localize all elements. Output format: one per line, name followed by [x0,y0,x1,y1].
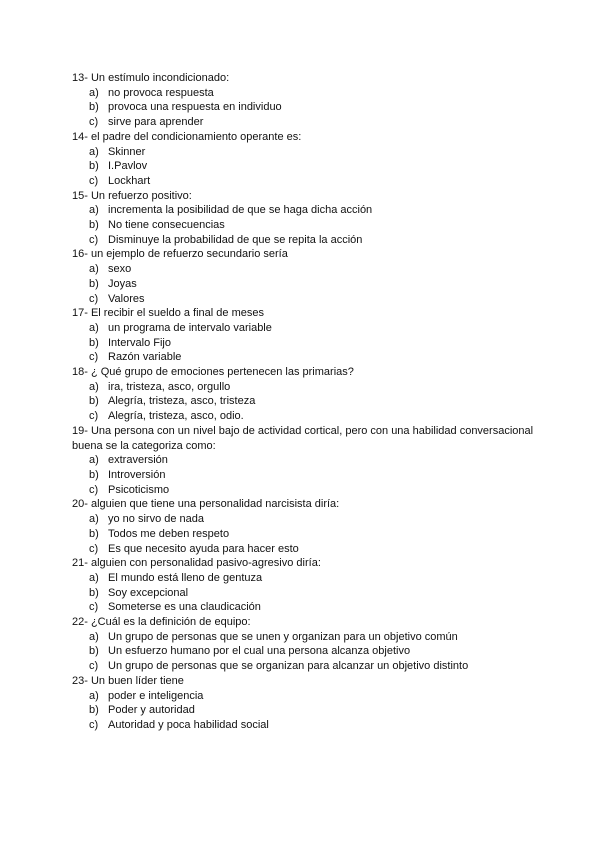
answer-option [72,644,552,659]
option-text: Razón variable [108,351,182,364]
option-list [72,86,552,130]
option-text: Poder y autoridad [108,704,195,717]
option-text: Introversión [108,468,166,481]
option-text: Valores [108,292,145,305]
option-list [72,453,552,497]
option-letter: a) [89,454,99,467]
answer-option [72,277,552,292]
option-text: No tiene consecuencias [108,219,225,232]
question-text: 13- Un estímulo incondicionado: [72,72,230,84]
answer-option [72,350,552,365]
answer-option [72,380,552,395]
option-letter: a) [89,380,99,393]
question-text: 16- un ejemplo de refuerzo secundario sería [72,248,288,261]
question-block [72,615,552,674]
question-block [72,71,552,130]
answer-option [72,174,552,189]
answer-option [72,159,552,174]
option-letter: c) [89,718,99,731]
option-letter: c) [89,174,99,187]
option-letter: c) [89,601,99,614]
answer-option [72,689,552,704]
option-text: Un grupo de personas que se organizan para alcanzar un objetivo distinto [108,660,469,673]
answer-option [72,600,552,615]
option-letter: b) [89,468,99,481]
option-text: ira, tristeza, asco, orgullo [108,380,231,393]
option-letter: b) [89,160,99,173]
option-letter: b) [89,704,99,717]
option-letter: a) [89,204,99,217]
question-block [72,674,552,733]
option-letter: a) [89,571,99,584]
option-letter: b) [89,527,99,540]
answer-option [72,659,552,674]
answer-option [72,527,552,542]
question-text: 18- ¿ Qué grupo de emociones pertenecen las primarias? [72,366,354,379]
question-block [72,556,552,615]
option-text: Lockhart [108,174,151,187]
option-text: Intervalo Fijo [108,336,171,349]
question-text: 21- alguien con personalidad pasivo-agresivo diría: [72,557,321,570]
answer-option [72,100,552,115]
option-list [72,689,552,733]
option-letter: c) [89,542,99,555]
question-text: 22- ¿Cuál es la definición de equipo: [72,616,251,629]
option-text: Psicoticismo [108,483,170,496]
option-text: no provoca respuesta [108,86,214,99]
option-text: extraversión [108,454,168,467]
answer-option [72,630,552,645]
option-text: sirve para aprender [108,116,204,129]
answer-option [72,145,552,160]
answer-option [72,203,552,218]
answer-option [72,233,552,248]
option-letter: b) [89,645,99,658]
option-letter: c) [89,233,99,246]
option-letter: b) [89,395,99,408]
option-letter: c) [89,660,99,673]
option-list [72,571,552,615]
option-letter: c) [89,410,99,423]
answer-option [72,542,552,557]
question-block [72,497,552,556]
answer-option [72,394,552,409]
question-block [72,424,552,498]
option-letter: b) [89,277,99,290]
question-text: 17- El recibir el sueldo a final de meses [72,307,264,320]
option-text: El mundo está lleno de gentuza [108,571,263,584]
question-text: 15- Un refuerzo positivo: [72,189,192,202]
answer-option [72,115,552,130]
answer-option [72,586,552,601]
question-text: 20- alguien que tiene una personalidad narcisista diría: [72,498,340,511]
option-list [72,145,552,189]
option-text: Autoridad y poca habilidad social [108,718,269,731]
option-letter: c) [89,483,99,496]
option-text: un programa de intervalo variable [108,321,272,334]
answer-option [72,718,552,733]
option-letter: b) [89,586,99,599]
option-text: sexo [108,263,132,276]
answer-option [72,292,552,307]
option-list [72,262,552,306]
option-letter: c) [89,116,99,129]
option-text: Es que necesito ayuda para hacer esto [108,542,299,555]
option-text: poder e inteligencia [108,689,204,702]
answer-option [72,321,552,336]
option-letter: a) [89,513,99,526]
option-letter: a) [89,263,99,276]
answer-option [72,336,552,351]
option-text: yo no sirvo de nada [108,513,205,526]
option-letter: b) [89,336,99,349]
question-list [72,71,552,733]
option-text: Un grupo de personas que se unen y organizan para un objetivo común [108,630,458,643]
answer-option [72,86,552,101]
option-text: Disminuye la probabilidad de que se repita la acción [108,233,363,246]
option-text: Todos me deben respeto [108,527,230,540]
question-block [72,365,552,424]
answer-option [72,409,552,424]
answer-option [72,483,552,498]
option-text: I.Pavlov [108,160,148,173]
option-text: Skinner [108,145,146,158]
answer-option [72,262,552,277]
option-list [72,321,552,365]
answer-option [72,218,552,233]
question-text: 14- el padre del condicionamiento operante es: [72,130,302,143]
option-letter: c) [89,351,99,364]
option-letter: a) [89,689,99,702]
option-list [72,380,552,424]
option-text: Someterse es una claudicación [108,601,261,614]
option-text: incrementa la posibilidad de que se haga dicha acción [108,204,373,217]
question-block [72,130,552,189]
answer-option [72,512,552,527]
option-letter: a) [89,321,99,334]
answer-option [72,453,552,468]
option-letter: b) [89,219,99,232]
answer-option [72,703,552,718]
option-list [72,512,552,556]
option-text: Alegría, tristeza, asco, tristeza [108,395,256,408]
question-block [72,306,552,365]
question-text: 23- Un buen líder tiene [72,674,184,687]
option-text: Alegría, tristeza, asco, odio. [108,410,244,423]
question-block [72,247,552,306]
option-letter: a) [89,630,99,643]
option-list [72,630,552,674]
option-text: Soy excepcional [108,586,189,599]
option-letter: c) [89,292,99,305]
option-text: Un esfuerzo humano por el cual una persona alcanza objetivo [108,645,411,658]
option-text: Joyas [108,277,137,290]
option-letter: a) [89,86,99,99]
question-block [72,189,552,248]
option-letter: b) [89,101,99,114]
answer-option [72,468,552,483]
question-text: 19- Una persona con un nivel bajo de actividad cortical, pero con una habilidad conversacional buena se la categoriza como: [72,424,534,452]
option-list [72,203,552,247]
answer-option [72,571,552,586]
option-letter: a) [89,145,99,158]
option-text: provoca una respuesta en individuo [108,101,282,114]
